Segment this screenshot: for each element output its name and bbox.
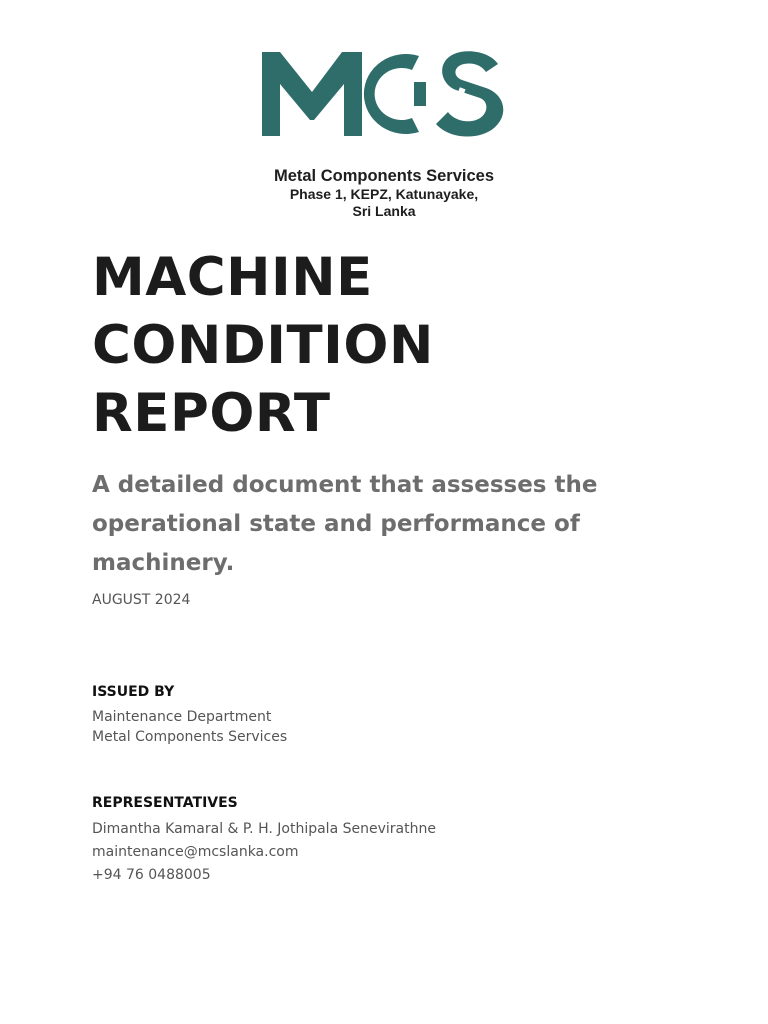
report-subtitle: A detailed document that assesses the operational state and performance of machinery. xyxy=(92,472,598,576)
representatives-section xyxy=(92,795,436,887)
company-address-line1: Phase 1, KEPZ, Katunayake, xyxy=(289,186,479,202)
report-date: AUGUST 2024 xyxy=(92,592,191,608)
mcs-logo xyxy=(254,42,510,142)
issued-by-section xyxy=(92,684,287,747)
company-address-line2: Sri Lanka xyxy=(352,203,416,219)
representatives-email[interactable]: maintenance@mcslanka.com xyxy=(92,844,299,860)
report-title-line2: CONDITION xyxy=(92,315,434,376)
company-name: Metal Components Services xyxy=(273,167,495,185)
company-info xyxy=(0,166,768,220)
mcs-logo-graphic xyxy=(254,42,510,142)
representatives-names: Dimantha Kamaral & P. H. Jothipala Senevirathne xyxy=(92,821,436,837)
report-title xyxy=(92,244,434,448)
representatives-heading: REPRESENTATIVES xyxy=(92,795,238,811)
issued-by-heading: ISSUED BY xyxy=(92,684,175,700)
issued-by-department: Maintenance Department xyxy=(92,709,272,725)
issued-by-company: Metal Components Services xyxy=(92,729,288,745)
report-title-line1: MACHINE xyxy=(92,247,373,308)
report-title-line3: REPORT xyxy=(92,383,331,444)
representatives-phone[interactable]: +94 76 0488005 xyxy=(92,867,211,883)
